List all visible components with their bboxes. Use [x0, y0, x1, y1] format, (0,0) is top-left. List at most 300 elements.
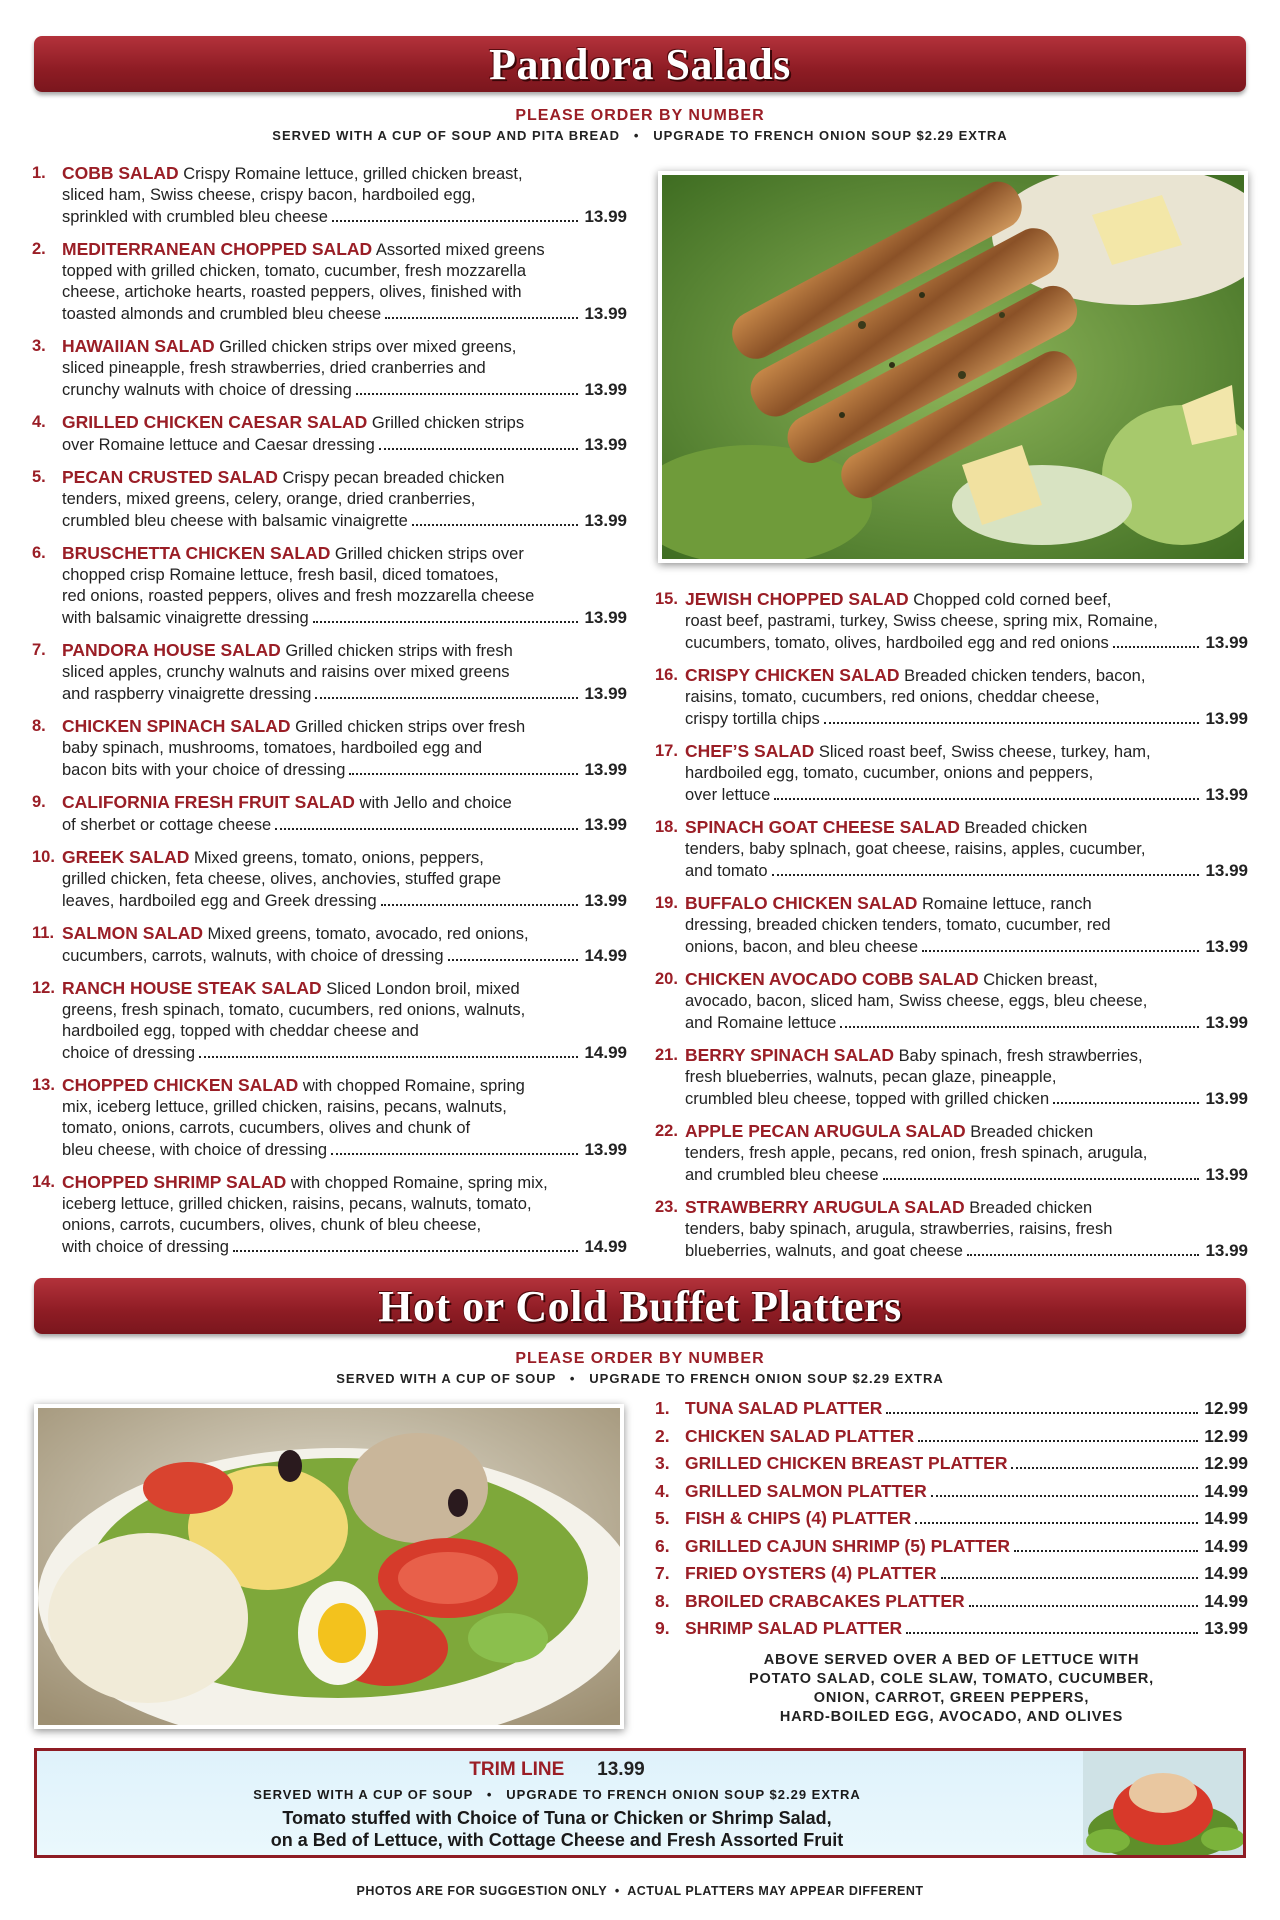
- dot-leader: [1113, 646, 1200, 648]
- salad-item-name: APPLE PECAN ARUGULA SALAD: [685, 1121, 966, 1141]
- salad-item-price: 13.99: [1205, 937, 1248, 956]
- salad-item-desc: grilled chicken, feta cheese, olives, anchovies, stuffed grape: [62, 870, 502, 888]
- salad-item-name: MEDITERRANEAN CHOPPED SALAD: [62, 239, 373, 259]
- salad-item-name: STRAWBERRY ARUGULA SALAD: [685, 1197, 965, 1217]
- salad-item: [32, 1172, 627, 1258]
- dot-leader: [331, 1153, 578, 1155]
- platter-item-number: 7.: [655, 1563, 670, 1583]
- salad-item-desc: and crumbled bleu cheese: [685, 1166, 879, 1184]
- salad-item: [655, 817, 1248, 882]
- salad-item-desc: fresh blueberries, walnuts, pecan glaze, pineapple,: [685, 1068, 1057, 1086]
- dot-leader: [969, 1605, 1199, 1607]
- dot-leader: [332, 220, 578, 222]
- salad-item-number: 11.: [32, 924, 55, 942]
- platter-item-number: 4.: [655, 1480, 670, 1501]
- salad-item-desc: and Romaine lettuce: [685, 1014, 837, 1032]
- salad-item-body: [685, 893, 1248, 958]
- salad-item-number: 19.: [655, 894, 678, 912]
- salad-item-number: 10.: [32, 848, 55, 866]
- salad-item-body: [62, 792, 627, 836]
- salad-item-first-line: [62, 336, 627, 358]
- salad-item-desc: sliced ham, Swiss cheese, crispy bacon, hardboiled egg,: [62, 186, 476, 204]
- salad-item-first-line: [62, 467, 627, 489]
- salad-item-body: [685, 817, 1248, 882]
- salad-item-desc: sliced apples, crunchy walnuts and raisins over mixed greens: [62, 663, 510, 681]
- salad-item: [32, 239, 627, 325]
- salad-item-price-line: [62, 945, 627, 967]
- salad-item: [655, 1045, 1248, 1110]
- salad-item-body: [62, 978, 627, 1064]
- platter-item-number: 5.: [655, 1508, 670, 1528]
- dot-leader: [379, 448, 579, 450]
- platter-item-number: 1.: [655, 1398, 670, 1418]
- salad-item-desc: Grilled chicken strips over fresh: [290, 718, 526, 736]
- platter-item-price: 14.99: [1204, 1590, 1248, 1611]
- dot-leader: [1053, 1102, 1199, 1104]
- salad-item-desc: hardboiled egg, tomato, cucumber, onions and peppers,: [685, 764, 1094, 782]
- salad-item-name: CHOPPED SHRIMP SALAD: [62, 1172, 287, 1192]
- salad-item-first-line: [62, 163, 627, 185]
- salad-item-price: 13.99: [584, 760, 627, 779]
- salad-item-desc: and tomato: [685, 862, 768, 880]
- salad-item-desc: and raspberry vinaigrette dressing: [62, 685, 312, 703]
- platter-item-price: 13.99: [1204, 1618, 1248, 1638]
- platter-item-number: 6.: [655, 1535, 670, 1556]
- salad-item-body: [62, 336, 627, 401]
- salad-item: [655, 741, 1248, 806]
- salad-item-first-line: [685, 1045, 1248, 1067]
- platter-note-line: HARD-BOILED EGG, AVOCADO, AND OLIVES: [779, 1709, 1124, 1725]
- salad-item-price-line: [62, 814, 627, 836]
- salad-item-desc: Grilled chicken strips over: [330, 545, 524, 563]
- salad-item-desc: Sliced roast beef, Swiss cheese, turkey, ham,: [814, 743, 1151, 761]
- dot-leader: [1011, 1467, 1198, 1469]
- salad-item-price-line: [62, 607, 627, 629]
- trim-line-header: [37, 1759, 1077, 1781]
- salad-item-desc: roast beef, pastrami, turkey, Swiss cheese, spring mix, Romaine,: [685, 612, 1158, 630]
- salad-item-first-line: [685, 1197, 1248, 1219]
- salad-item-number: 23.: [655, 1198, 678, 1216]
- salad-item-first-line: [62, 640, 627, 662]
- salad-item-desc: onions, carrots, cucumbers, olives, chunk of bleu cheese,: [62, 1216, 482, 1234]
- salad-item: [32, 978, 627, 1064]
- platter-item-name: CHICKEN SALAD PLATTER: [685, 1425, 915, 1446]
- salad-item-body: [62, 640, 627, 705]
- salad-item-number: 8.: [32, 717, 46, 735]
- platter-item: [655, 1398, 1248, 1426]
- salad-item-price: 13.99: [1205, 1165, 1248, 1184]
- salad-item-desc: tenders, fresh apple, pecans, red onion, fresh spinach, arugula,: [685, 1144, 1148, 1162]
- platter-item-name: GRILLED SALMON PLATTER: [685, 1480, 927, 1501]
- salad-item-price: 13.99: [1205, 633, 1248, 652]
- salad-item: [32, 336, 627, 401]
- salad-item-price: 13.99: [584, 380, 627, 399]
- dot-leader: [922, 950, 1199, 952]
- salad-item-price: 13.99: [584, 684, 627, 703]
- trim-line-served-note: SERVED WITH A CUP OF SOUP • UPGRADE TO FRENCH ONION SOUP $2.29 EXTRA: [253, 1787, 861, 1802]
- trim-line-box: [34, 1748, 1246, 1858]
- salad-item-name: BRUSCHETTA CHICKEN SALAD: [62, 543, 331, 563]
- salad-item-desc: greens, fresh spinach, tomato, cucumbers, red onions, walnuts,: [62, 1001, 526, 1019]
- salad-item-price-line: [62, 379, 627, 401]
- salad-item-name: SALMON SALAD: [62, 923, 203, 943]
- trim-line-photo: [1083, 1751, 1243, 1855]
- salad-item: [32, 412, 627, 456]
- salad-item-first-line: [62, 923, 627, 945]
- salad-item-desc: tenders, baby splnach, goat cheese, raisins, apples, cucumber,: [685, 840, 1146, 858]
- dot-leader: [233, 1250, 579, 1252]
- salad-item: [655, 1121, 1248, 1186]
- platters-served-note: SERVED WITH A CUP OF SOUP • UPGRADE TO FRENCH ONION SOUP $2.29 EXTRA: [336, 1371, 944, 1386]
- salad-item-price: 13.99: [584, 1140, 627, 1159]
- platter-item-number: 9.: [655, 1618, 670, 1638]
- salad-item-desc: Baby spinach, fresh strawberries,: [894, 1047, 1143, 1065]
- trim-line-name: TRIM LINE: [469, 1759, 565, 1780]
- salad-item-desc: over lettuce: [685, 786, 771, 804]
- platters-banner: [34, 1278, 1246, 1334]
- platter-note-line: ONION, CARROT, GREEN PEPPERS,: [813, 1690, 1090, 1706]
- salad-item-desc: avocado, bacon, sliced ham, Swiss cheese, eggs, bleu cheese,: [685, 992, 1148, 1010]
- salad-item-desc: Mixed greens, tomato, onions, peppers,: [189, 849, 484, 867]
- platter-item-price: 12.99: [1204, 1453, 1248, 1473]
- salad-item-body: [62, 467, 627, 532]
- salad-item: [32, 163, 627, 228]
- salad-item-desc: Breaded chicken: [965, 1123, 1094, 1141]
- salad-item-desc: with choice of dressing: [62, 1238, 229, 1256]
- trim-line-desc-line: Tomato stuffed with Choice of Tuna or Chicken or Shrimp Salad,: [282, 1808, 832, 1828]
- salad-item-price-line: [685, 1240, 1248, 1262]
- salad-item-desc: Romaine lettuce, ranch: [917, 895, 1092, 913]
- salad-item-desc: Chopped cold corned beef,: [908, 591, 1112, 609]
- salad-item-desc: Chicken breast,: [978, 971, 1098, 989]
- salad-item-name: CHICKEN SPINACH SALAD: [62, 716, 291, 736]
- dot-leader: [385, 317, 578, 319]
- salad-item-number: 5.: [32, 468, 46, 486]
- salad-item-price: 13.99: [584, 815, 627, 834]
- salad-item-body: [685, 969, 1248, 1034]
- platter-item: [655, 1508, 1248, 1536]
- salad-item-price-line: [62, 890, 627, 912]
- salad-item-body: [685, 665, 1248, 730]
- salad-item-desc: crispy tortilla chips: [685, 710, 820, 728]
- platter-item-name: GRILLED CAJUN SHRIMP (5) PLATTER: [685, 1535, 1011, 1556]
- salad-item: [655, 589, 1248, 654]
- dot-leader: [381, 904, 579, 906]
- salads-title: Pandora Salads: [489, 39, 791, 89]
- salad-item-desc: Sliced London broil, mixed: [321, 980, 520, 998]
- salad-item-first-line: [685, 1121, 1248, 1143]
- salad-item-desc: cheese, artichoke hearts, roasted peppers, olives, finished with: [62, 283, 522, 301]
- salad-item-desc: chopped crisp Romaine lettuce, fresh basil, diced tomatoes,: [62, 566, 499, 584]
- salad-item-desc: tenders, baby spinach, arugula, strawberries, raisins, fresh: [685, 1220, 1113, 1238]
- salad-item-price-line: [685, 1088, 1248, 1110]
- salad-item-desc: topped with grilled chicken, tomato, cucumber, fresh mozzarella: [62, 262, 527, 280]
- salad-item-price: 13.99: [584, 435, 627, 454]
- salad-item-desc: Breaded chicken: [964, 1199, 1093, 1217]
- salad-item-number: 3.: [32, 337, 46, 355]
- dot-leader: [349, 773, 578, 775]
- salad-item-body: [62, 543, 627, 629]
- salad-item: [32, 923, 627, 967]
- salad-item-desc: baby spinach, mushrooms, tomatoes, hardboiled egg and: [62, 739, 483, 757]
- salad-item-first-line: [62, 1172, 627, 1194]
- salad-item-price-line: [685, 860, 1248, 882]
- platter-note: [655, 1651, 1248, 1727]
- platter-illustration: [38, 1408, 620, 1725]
- dot-leader: [356, 393, 579, 395]
- platter-item-name: FRIED OYSTERS (4) PLATTER: [685, 1563, 937, 1583]
- platter-item: [655, 1453, 1248, 1481]
- salad-item-body: [62, 239, 627, 325]
- platter-item-price: 14.99: [1204, 1563, 1248, 1583]
- salad-item-number: 21.: [655, 1046, 678, 1064]
- salads-banner: [34, 36, 1246, 92]
- salad-item-desc: tenders, mixed greens, celery, orange, dried cranberries,: [62, 490, 476, 508]
- salad-item: [32, 467, 627, 532]
- salad-item-desc: crunchy walnuts with choice of dressing: [62, 381, 352, 399]
- salad-item-number: 6.: [32, 544, 46, 562]
- dot-leader: [883, 1178, 1200, 1180]
- salads-left-column: [32, 163, 627, 1269]
- salad-item-first-line: [62, 792, 627, 814]
- salad-item-name: CHOPPED CHICKEN SALAD: [62, 1075, 299, 1095]
- dot-leader: [774, 798, 1199, 800]
- trim-line-price: 13.99: [597, 1759, 645, 1780]
- salad-item-price: 13.99: [584, 304, 627, 323]
- salad-item-number: 16.: [655, 666, 678, 684]
- dot-leader: [412, 524, 579, 526]
- dot-leader: [915, 1522, 1198, 1524]
- salad-item-name: PECAN CRUSTED SALAD: [62, 467, 278, 487]
- salad-item-number: 12.: [32, 979, 55, 997]
- salad-item-number: 20.: [655, 970, 678, 988]
- salad-item-first-line: [685, 665, 1248, 687]
- salad-item-desc: Crispy pecan breaded chicken: [277, 469, 505, 487]
- salad-item-first-line: [62, 716, 627, 738]
- salad-item-price: 13.99: [584, 511, 627, 530]
- salad-item-price-line: [62, 206, 627, 228]
- salad-item-price-line: [685, 1164, 1248, 1186]
- salad-item-desc: bacon bits with your choice of dressing: [62, 761, 346, 779]
- salad-item-name: COBB SALAD: [62, 163, 179, 183]
- salad-item-price-line: [62, 759, 627, 781]
- salad-item-desc: Grilled chicken strips over mixed greens,: [214, 338, 517, 356]
- salad-item: [655, 893, 1248, 958]
- salad-item-number: 7.: [32, 641, 46, 659]
- salad-item-price-line: [685, 1012, 1248, 1034]
- salad-item-desc: with chopped Romaine, spring: [298, 1077, 525, 1095]
- salad-item-name: CALIFORNIA FRESH FRUIT SALAD: [62, 792, 355, 812]
- salad-item-price: 13.99: [1205, 1241, 1248, 1260]
- salad-item-number: 18.: [655, 818, 678, 836]
- salad-item-desc: tomato, onions, carrots, cucumbers, olives and chunk of: [62, 1119, 471, 1137]
- salad-item-price: 13.99: [584, 207, 627, 226]
- salad-item-first-line: [685, 893, 1248, 915]
- dot-leader: [313, 621, 579, 623]
- dot-leader: [315, 697, 578, 699]
- salad-item-name: GRILLED CHICKEN CAESAR SALAD: [62, 412, 368, 432]
- salad-item-number: 13.: [32, 1076, 55, 1094]
- salad-item-price-line: [685, 784, 1248, 806]
- salad-item-first-line: [62, 978, 627, 1000]
- salad-item: [32, 792, 627, 836]
- salad-item-desc: red onions, roasted peppers, olives and fresh mozzarella cheese: [62, 587, 535, 605]
- salad-item-price-line: [685, 708, 1248, 730]
- salad-item-desc: Assorted mixed greens: [372, 241, 545, 259]
- grilled-chicken-caesar-photo: [658, 171, 1248, 563]
- salad-item-first-line: [685, 589, 1248, 611]
- salad-item-desc: Crispy Romaine lettuce, grilled chicken breast,: [178, 165, 523, 183]
- salad-item: [655, 969, 1248, 1034]
- salad-item-name: HAWAIIAN SALAD: [62, 336, 215, 356]
- salad-item-desc: crumbled bleu cheese, topped with grilled chicken: [685, 1090, 1050, 1108]
- salad-item-desc: Grilled chicken strips: [367, 414, 525, 432]
- platter-item-number: 2.: [655, 1425, 670, 1446]
- salad-item-desc: with Jello and choice: [354, 794, 512, 812]
- platter-item-name: SHRIMP SALAD PLATTER: [685, 1618, 903, 1638]
- salad-item-name: CHICKEN AVOCADO COBB SALAD: [685, 969, 979, 989]
- salad-item-number: 22.: [655, 1122, 678, 1140]
- salad-item: [655, 1197, 1248, 1262]
- salad-item-first-line: [62, 1075, 627, 1097]
- salad-item-desc: sliced pineapple, fresh strawberries, dried cranberries and: [62, 359, 486, 377]
- dot-leader: [967, 1254, 1200, 1256]
- salad-item-desc: mix, iceberg lettuce, grilled chicken, raisins, pecans, walnuts,: [62, 1098, 507, 1116]
- salad-item-price: 14.99: [584, 1043, 627, 1062]
- trim-line-desc: [37, 1807, 1077, 1851]
- salad-item-name: SPINACH GOAT CHEESE SALAD: [685, 817, 960, 837]
- photo-disclaimer: PHOTOS ARE FOR SUGGESTION ONLY • ACTUAL PLATTERS MAY APPEAR DIFFERENT: [356, 1884, 924, 1898]
- salad-item-desc: blueberries, walnuts, and goat cheese: [685, 1242, 963, 1260]
- salad-item-body: [62, 1172, 627, 1258]
- salad-item-desc: toasted almonds and crumbled bleu cheese: [62, 305, 382, 323]
- salads-served-note: SERVED WITH A CUP OF SOUP AND PITA BREAD • UPGRADE TO FRENCH ONION SOUP $2.29 EXTRA: [272, 128, 1008, 143]
- salad-item-name: JEWISH CHOPPED SALAD: [685, 589, 909, 609]
- dot-leader: [1014, 1550, 1198, 1552]
- salad-item-desc: over Romaine lettuce and Caesar dressing: [62, 436, 375, 454]
- dot-leader: [840, 1026, 1199, 1028]
- platter-item-price: 14.99: [1204, 1535, 1248, 1556]
- salad-item-body: [62, 847, 627, 912]
- salad-item-price: 14.99: [584, 946, 627, 965]
- platter-item-name: GRILLED CHICKEN BREAST PLATTER: [685, 1453, 1008, 1473]
- salad-item-name: CHEF’S SALAD: [685, 741, 815, 761]
- salad-item-first-line: [685, 741, 1248, 763]
- platter-item-name: TUNA SALAD PLATTER: [685, 1398, 883, 1418]
- salad-item-desc: cucumbers, tomato, olives, hardboiled egg and red onions: [685, 634, 1109, 652]
- salad-item-price: 13.99: [1205, 1089, 1248, 1108]
- dot-leader: [199, 1056, 578, 1058]
- salad-item-desc: Breaded chicken tenders, bacon,: [899, 667, 1146, 685]
- salad-item-price-line: [685, 936, 1248, 958]
- salad-item-desc: of sherbet or cottage cheese: [62, 816, 272, 834]
- salad-item-name: BERRY SPINACH SALAD: [685, 1045, 895, 1065]
- salad-item-first-line: [62, 239, 627, 261]
- salad-item-body: [685, 1121, 1248, 1186]
- dot-leader: [906, 1632, 1198, 1634]
- salad-item-first-line: [62, 543, 627, 565]
- platter-item-number: 3.: [655, 1453, 670, 1473]
- salad-item-desc: crumbled bleu cheese with balsamic vinaigrette: [62, 512, 408, 530]
- dot-leader: [275, 828, 578, 830]
- salad-item-price-line: [62, 434, 627, 456]
- caesar-salad-illustration: [662, 175, 1244, 559]
- salad-item-desc: leaves, hardboiled egg and Greek dressing: [62, 892, 377, 910]
- salad-item-body: [62, 412, 627, 456]
- salad-item: [655, 665, 1248, 730]
- salad-item-body: [685, 1045, 1248, 1110]
- salad-item-desc: onions, bacon, and bleu cheese: [685, 938, 919, 956]
- salad-item: [32, 847, 627, 912]
- platter-note-line: ABOVE SERVED OVER A BED OF LETTUCE WITH: [763, 1652, 1140, 1668]
- salad-item-name: PANDORA HOUSE SALAD: [62, 640, 281, 660]
- trim-line-desc-line: on a Bed of Lettuce, with Cottage Cheese and Fresh Assorted Fruit: [270, 1830, 844, 1850]
- salad-item-body: [62, 1075, 627, 1161]
- salad-item-price-line: [62, 1236, 627, 1258]
- platter-item-price: 12.99: [1204, 1398, 1248, 1418]
- platter-item-number: 8.: [655, 1590, 670, 1611]
- platter-item: [655, 1591, 1248, 1619]
- salad-item-desc: choice of dressing: [62, 1044, 195, 1062]
- platter-note-line: POTATO SALAD, COLE SLAW, TOMATO, CUCUMBER,: [749, 1671, 1154, 1687]
- salad-item-desc: cucumbers, carrots, walnuts, with choice of dressing: [62, 947, 444, 965]
- platter-item: [655, 1426, 1248, 1454]
- dot-leader: [918, 1440, 1198, 1442]
- dot-leader: [772, 874, 1200, 876]
- salad-item-number: 9.: [32, 793, 46, 811]
- salad-item-number: 17.: [655, 742, 678, 760]
- salad-item-number: 1.: [32, 164, 46, 182]
- salad-item-body: [62, 163, 627, 228]
- salads-order-note: PLEASE ORDER BY NUMBER: [515, 107, 765, 124]
- platter-item: [655, 1563, 1248, 1591]
- dot-leader: [886, 1412, 1198, 1414]
- platter-item-name: BROILED CRABCAKES PLATTER: [685, 1590, 965, 1611]
- salad-item-price: 13.99: [1205, 785, 1248, 804]
- salad-item-price: 13.99: [1205, 1013, 1248, 1032]
- salad-item-desc: raisins, tomato, cucumbers, red onions, cheddar cheese,: [685, 688, 1100, 706]
- salad-item-name: RANCH HOUSE STEAK SALAD: [62, 978, 322, 998]
- platter-item-price: 12.99: [1204, 1425, 1248, 1446]
- salad-item-price-line: [62, 683, 627, 705]
- stuffed-tomato-illustration: [1083, 1751, 1243, 1855]
- platter-item-name: FISH & CHIPS (4) PLATTER: [685, 1508, 912, 1528]
- salad-item-name: CRISPY CHICKEN SALAD: [685, 665, 900, 685]
- salad-item-desc: with chopped Romaine, spring mix,: [286, 1174, 548, 1192]
- salad-item-desc: Mixed greens, tomato, avocado, red onions,: [202, 925, 529, 943]
- platters-order-note: PLEASE ORDER BY NUMBER: [515, 1350, 765, 1367]
- salad-item-price: 13.99: [1205, 709, 1248, 728]
- salad-item-body: [685, 741, 1248, 806]
- salad-item-desc: with balsamic vinaigrette dressing: [62, 609, 309, 627]
- salad-item-first-line: [685, 969, 1248, 991]
- salad-item-price-line: [62, 303, 627, 325]
- salad-item-number: 2.: [32, 240, 46, 258]
- salad-item: [32, 543, 627, 629]
- salad-item-body: [62, 923, 627, 967]
- salad-item-body: [62, 716, 627, 781]
- salad-item: [32, 716, 627, 781]
- salad-item-price-line: [685, 632, 1248, 654]
- salad-item-desc: Breaded chicken: [959, 819, 1088, 837]
- salad-item-desc: hardboiled egg, topped with cheddar cheese and: [62, 1022, 419, 1040]
- salad-item-first-line: [62, 412, 627, 434]
- salad-item-first-line: [685, 817, 1248, 839]
- dot-leader: [824, 722, 1200, 724]
- dot-leader: [931, 1495, 1198, 1497]
- salad-item-price-line: [62, 1139, 627, 1161]
- salad-item-price-line: [62, 1042, 627, 1064]
